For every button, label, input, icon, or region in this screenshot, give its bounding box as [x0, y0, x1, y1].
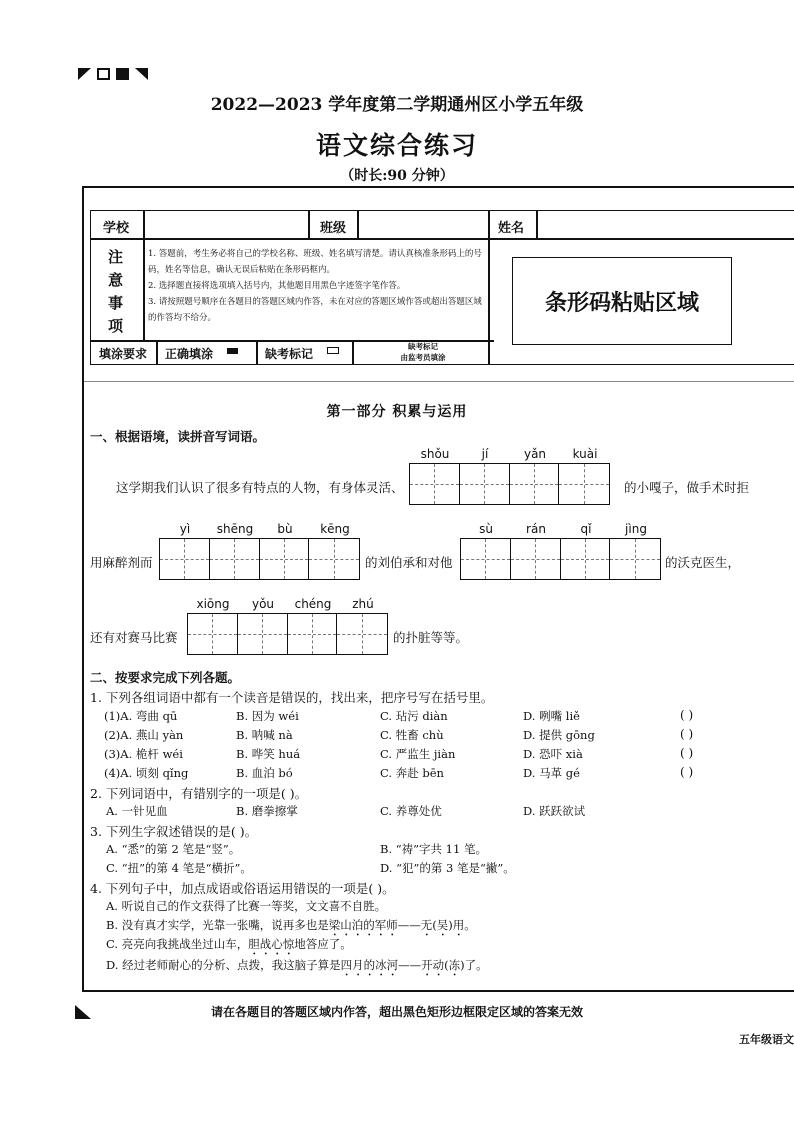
grid-cell[interactable]	[460, 464, 510, 504]
notice-list	[148, 246, 488, 326]
answer-grid[interactable]	[409, 463, 610, 505]
absent-mark-box[interactable]	[327, 347, 339, 354]
name-label: 姓名	[498, 221, 525, 236]
option-b: B. 呐喊 nà	[236, 728, 293, 742]
grid-cell[interactable]	[188, 614, 238, 654]
absent-note: 缺考标记 由监考员填涂	[400, 342, 446, 362]
pinyin: yǒu	[251, 597, 275, 611]
correct-fill-label: 正确填涂	[165, 347, 214, 361]
option-d: D. 跃跃欲试	[523, 804, 586, 818]
pinyin: kuài	[572, 447, 598, 461]
registration-square-filled-icon	[116, 68, 129, 80]
barcode-area[interactable]: 条形码粘贴区域	[512, 257, 732, 345]
pinyin: sù	[479, 522, 493, 536]
exam-duration: （时长:90 分钟）	[340, 168, 454, 184]
answer-paren[interactable]: ( )	[680, 727, 694, 741]
answer-grid[interactable]	[187, 613, 388, 655]
section1-heading: 一、根据语境，读拼音写词语。	[90, 429, 266, 444]
registration-triangle-icon	[78, 68, 91, 80]
option-a: A. 一针见血	[106, 804, 168, 818]
pinyin: zhú	[352, 597, 374, 611]
absent-mark-label: 缺考标记	[265, 347, 314, 361]
exam-title-line2: 语文综合练习	[315, 131, 478, 160]
grid-cell[interactable]	[288, 614, 338, 654]
option-d: D. 马革 gé	[523, 766, 580, 780]
option-c: C. 亮亮向我挑战坐过山车，胆战心惊地答应了。	[106, 937, 352, 951]
grid-cell[interactable]	[410, 464, 460, 504]
option-b: B. 哗笑 huá	[236, 747, 301, 761]
row-number: (4)	[104, 766, 121, 780]
answer-paren[interactable]: ( )	[680, 746, 694, 760]
emphasized-phrase: 梁山泊的军师——无(吴)用	[328, 918, 465, 932]
registration-triangle-icon	[75, 1005, 91, 1019]
notice-label: 注意事项	[108, 248, 124, 335]
pinyin: jìng	[625, 522, 647, 536]
pinyin: bù	[277, 522, 293, 536]
pinyin: rán	[526, 522, 546, 536]
name-field[interactable]	[539, 212, 789, 236]
grid-cell[interactable]	[160, 539, 210, 579]
option-a: A. 桅杆 wéi	[120, 747, 183, 761]
sentence-text: 的小嘎子，做手术时拒	[624, 480, 750, 495]
option-d: D. 提供 gōng	[523, 728, 595, 742]
pinyin: qǐ	[580, 522, 592, 536]
option-a: A. 燕山 yàn	[120, 728, 184, 742]
grid-cell[interactable]	[309, 539, 359, 579]
registration-square-outline-icon	[97, 68, 110, 80]
row-number: (3)	[104, 747, 121, 761]
pinyin: yǎn	[523, 447, 547, 461]
fill-requirement-label: 填涂要求	[99, 347, 148, 361]
emphasized-phrase: 四月的冰河——开动(冻)	[340, 958, 465, 972]
question-1-stem: 1. 下列各组词语中都有一个读音是错误的，找出来，把序号写在括号里。	[90, 690, 494, 705]
section2-heading: 二、按要求完成下列各题。	[90, 670, 241, 685]
pinyin: shǒu	[420, 447, 450, 461]
pinyin: jí	[481, 447, 489, 461]
option-c: C. 玷污 diàn	[380, 709, 448, 723]
option-d: D. 经过老师耐心的分析、点拨，我这脑子算是四月的冰河——开动(冻)了。	[106, 958, 488, 972]
footer-notice: 请在各题目的答题区域内作答，超出黑色矩形边框限定区域的答案无效	[210, 1005, 583, 1019]
sentence-text: 的刘伯承和对他	[365, 555, 453, 570]
part1-title: 第一部分 积累与运用	[326, 404, 468, 420]
row-number: (1)	[104, 709, 121, 723]
pinyin: xiōng	[196, 597, 230, 611]
answer-paren[interactable]: ( )	[680, 708, 694, 722]
option-b: B. “祷”字共 11 笔。	[380, 842, 487, 856]
sentence-text: 还有对赛马比赛	[90, 630, 178, 645]
option-d: D. 咧嘴 liě	[523, 709, 580, 723]
pinyin: shēng	[216, 522, 254, 536]
page-label: 五年级语文	[739, 1033, 794, 1046]
option-c: C. “扭”的第 4 笔是“横折”。	[106, 861, 252, 875]
registration-triangle-icon	[135, 68, 148, 80]
option-c: C. 牲畜 chù	[380, 728, 444, 742]
question-4-stem: 4. 下列句子中，加点成语或俗语运用错误的一项是( )。	[90, 881, 395, 896]
option-a: A. “悉”的第 2 笔是“竖”。	[106, 842, 241, 856]
grid-cell[interactable]	[337, 614, 387, 654]
answer-grid[interactable]	[460, 538, 661, 580]
grid-cell[interactable]	[510, 464, 560, 504]
question-2-stem: 2. 下列词语中，有错别字的一项是( )。	[90, 786, 308, 801]
emphasized-phrase: 胆战心惊	[248, 937, 295, 951]
option-d: D. 恐吓 xià	[523, 747, 583, 761]
option-b: B. 血泊 bó	[236, 766, 293, 780]
answer-paren[interactable]: ( )	[680, 765, 694, 779]
grid-cell[interactable]	[610, 539, 660, 579]
option-a: A. 听说自己的作文获得了比赛一等奖，文文喜不自胜。	[106, 899, 387, 913]
grid-cell[interactable]	[561, 539, 611, 579]
option-c: C. 奔赴 bēn	[380, 766, 444, 780]
option-b: B. 磨拳擦掌	[236, 804, 298, 818]
school-label: 学校	[103, 221, 130, 236]
grid-cell[interactable]	[238, 614, 288, 654]
grid-cell[interactable]	[559, 464, 609, 504]
option-b: B. 没有真才实学，光靠一张嘴，说再多也是梁山泊的军师——无(吴)用。	[106, 918, 476, 932]
grid-cell[interactable]	[260, 539, 310, 579]
option-b: B. 因为 wéi	[236, 709, 299, 723]
class-field[interactable]	[360, 212, 486, 236]
option-d: D. “犯”的第 3 笔是“撇”。	[380, 861, 515, 875]
answer-grid[interactable]	[159, 538, 360, 580]
grid-cell[interactable]	[210, 539, 260, 579]
divider	[84, 381, 794, 382]
exam-title-line1: 2022—2023 学年度第二学期通州区小学五年级	[210, 95, 584, 115]
grid-cell[interactable]	[461, 539, 511, 579]
filled-mark-sample	[227, 348, 238, 354]
sentence-text: 这学期我们认识了很多有特点的人物，有身体灵活、	[116, 480, 404, 495]
notice-item: 1. 答题前，考生务必将自己的学校名称、班级、姓名填写清楚。请认真核准条形码上的号码，姓名等信息，确认无误后粘贴在条形码框内。	[148, 249, 482, 275]
notice-item: 2. 选择题直接将选项填入括号内，其他题目用黑色字迹签字笔作答。	[148, 281, 406, 291]
pinyin: yì	[179, 522, 191, 536]
sentence-text: 的沃克医生，	[665, 555, 741, 570]
option-c: C. 养尊处优	[380, 804, 442, 818]
option-a: A. 顷刻 qǐng	[120, 766, 189, 780]
sentence-text: 用麻醉剂而	[90, 555, 153, 570]
pinyin: chéng	[294, 597, 332, 611]
grid-cell[interactable]	[511, 539, 561, 579]
option-c: C. 严监生 jiàn	[380, 747, 456, 761]
option-a: A. 弯曲 qū	[120, 709, 178, 723]
row-number: (2)	[104, 728, 121, 742]
question-3-stem: 3. 下列生字叙述错误的是( )。	[90, 824, 258, 839]
school-field[interactable]	[146, 212, 306, 236]
notice-item: 3. 请按照题号顺序在各题目的答题区域内作答，未在对应的答题区域作答或超出答题区域的作答均不给分。	[148, 297, 482, 323]
class-label: 班级	[320, 221, 347, 236]
sentence-text: 的扑脏等等。	[393, 630, 469, 645]
pinyin: kēng	[320, 522, 350, 536]
